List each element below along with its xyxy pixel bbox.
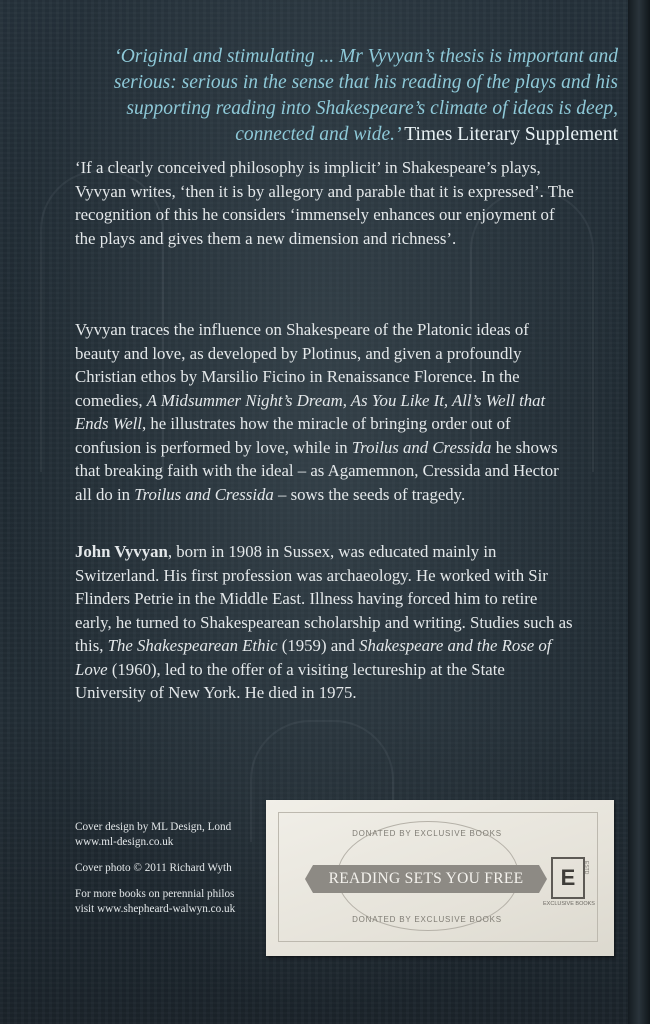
designer-website: www.ml-design.co.uk [75, 836, 174, 848]
author-name: John Vyvyan [75, 542, 168, 561]
book-title: Troilus and Cressida [134, 484, 274, 504]
book-title: Troilus and Cressida [351, 437, 492, 457]
exclusive-books-logo-icon: E [551, 857, 585, 899]
stamp-top-text: DONATED BY EXCLUSIVE BOOKS [352, 829, 502, 838]
quote-attribution: Times Literary Supplement [404, 124, 618, 145]
paragraph-text: Vyvyan traces the influence on Shakespeare of the Platonic ideas of beauty and love, as developed by Plotinus, and given a profoundly Christian ethos by Marsilio Ficino in Renaissance Florence. In the comedies, [75, 320, 529, 410]
cover-photo-credit: Cover photo © 2011 Richard Wyth [75, 862, 232, 874]
paragraph-text: – sows the seeds of tragedy. [273, 484, 466, 504]
stamp-bottom-text: DONATED BY EXCLUSIVE BOOKS [352, 915, 502, 924]
paragraph-influences [75, 318, 575, 506]
paragraph-text: (1959) and [277, 636, 360, 655]
publisher-website: visit www.shepheard-walwyn.co.uk [75, 903, 236, 915]
logo-caption: EXCLUSIVE BOOKS [543, 901, 595, 907]
book-title: Shakespeare and the Rose of Love [75, 636, 552, 679]
donation-sticker [266, 800, 614, 956]
quote-text: ‘Original and stimulating ... Mr Vyvyan’s thesis is important and serious: serious in the sense that his reading of the plays and his supporting reading into Shakespeare’s climate of ideas is deep, connected and wide.’ [113, 46, 618, 145]
book-title: The Shakespearean Ethic [107, 636, 278, 655]
sticker-border [278, 812, 598, 942]
banner-notch-left [305, 865, 313, 893]
spine-edge [628, 0, 650, 1024]
more-books-line: For more books on perennial philos [75, 888, 235, 900]
reading-banner: READING SETS YOU FREE [313, 865, 539, 893]
paragraph-text: he shows that breaking faith with the ideal – as Agamemnon, Cressida and Hector all do in [75, 437, 559, 504]
paragraph-text: , born in 1908 in Sussex, was educated mainly in Switzerland. His first profession was archaeology. He worked with Sir Flinders Petrie in the Middle East. Illness having forced him to retire early, he turned to Shakespearean scholarship and writing. Studies such as this, [75, 542, 573, 655]
review-quote [78, 44, 618, 148]
paragraph-text: (1960), led to the offer of a visiting lectureship at the State University of New York. He died in 1975. [75, 659, 505, 702]
book-title: A Midsummer Night’s Dream, As You Like It, All’s Well that Ends Well [75, 390, 546, 433]
paragraph-text: ‘If a clearly conceived philosophy is implicit’ in Shakespeare’s plays, Vyvyan writes, ‘then it is by allegory and parable that it is expressed’. The recognition of this he considers ‘immensely enhances our enjoyment of the plays and gives them a new dimension and richness’. [75, 158, 574, 248]
paragraph-author-bio [75, 540, 575, 705]
logo-side-text: ESTD [583, 861, 589, 875]
paragraph-philosophy [75, 156, 575, 250]
cover-design-credit: Cover design by ML Design, Lond [75, 821, 232, 833]
banner-notch-right [539, 865, 547, 893]
paragraph-text: , he illustrates how the miracle of bringing order out of confusion is performed by love, while in [75, 414, 511, 457]
cover-credits [75, 820, 295, 928]
